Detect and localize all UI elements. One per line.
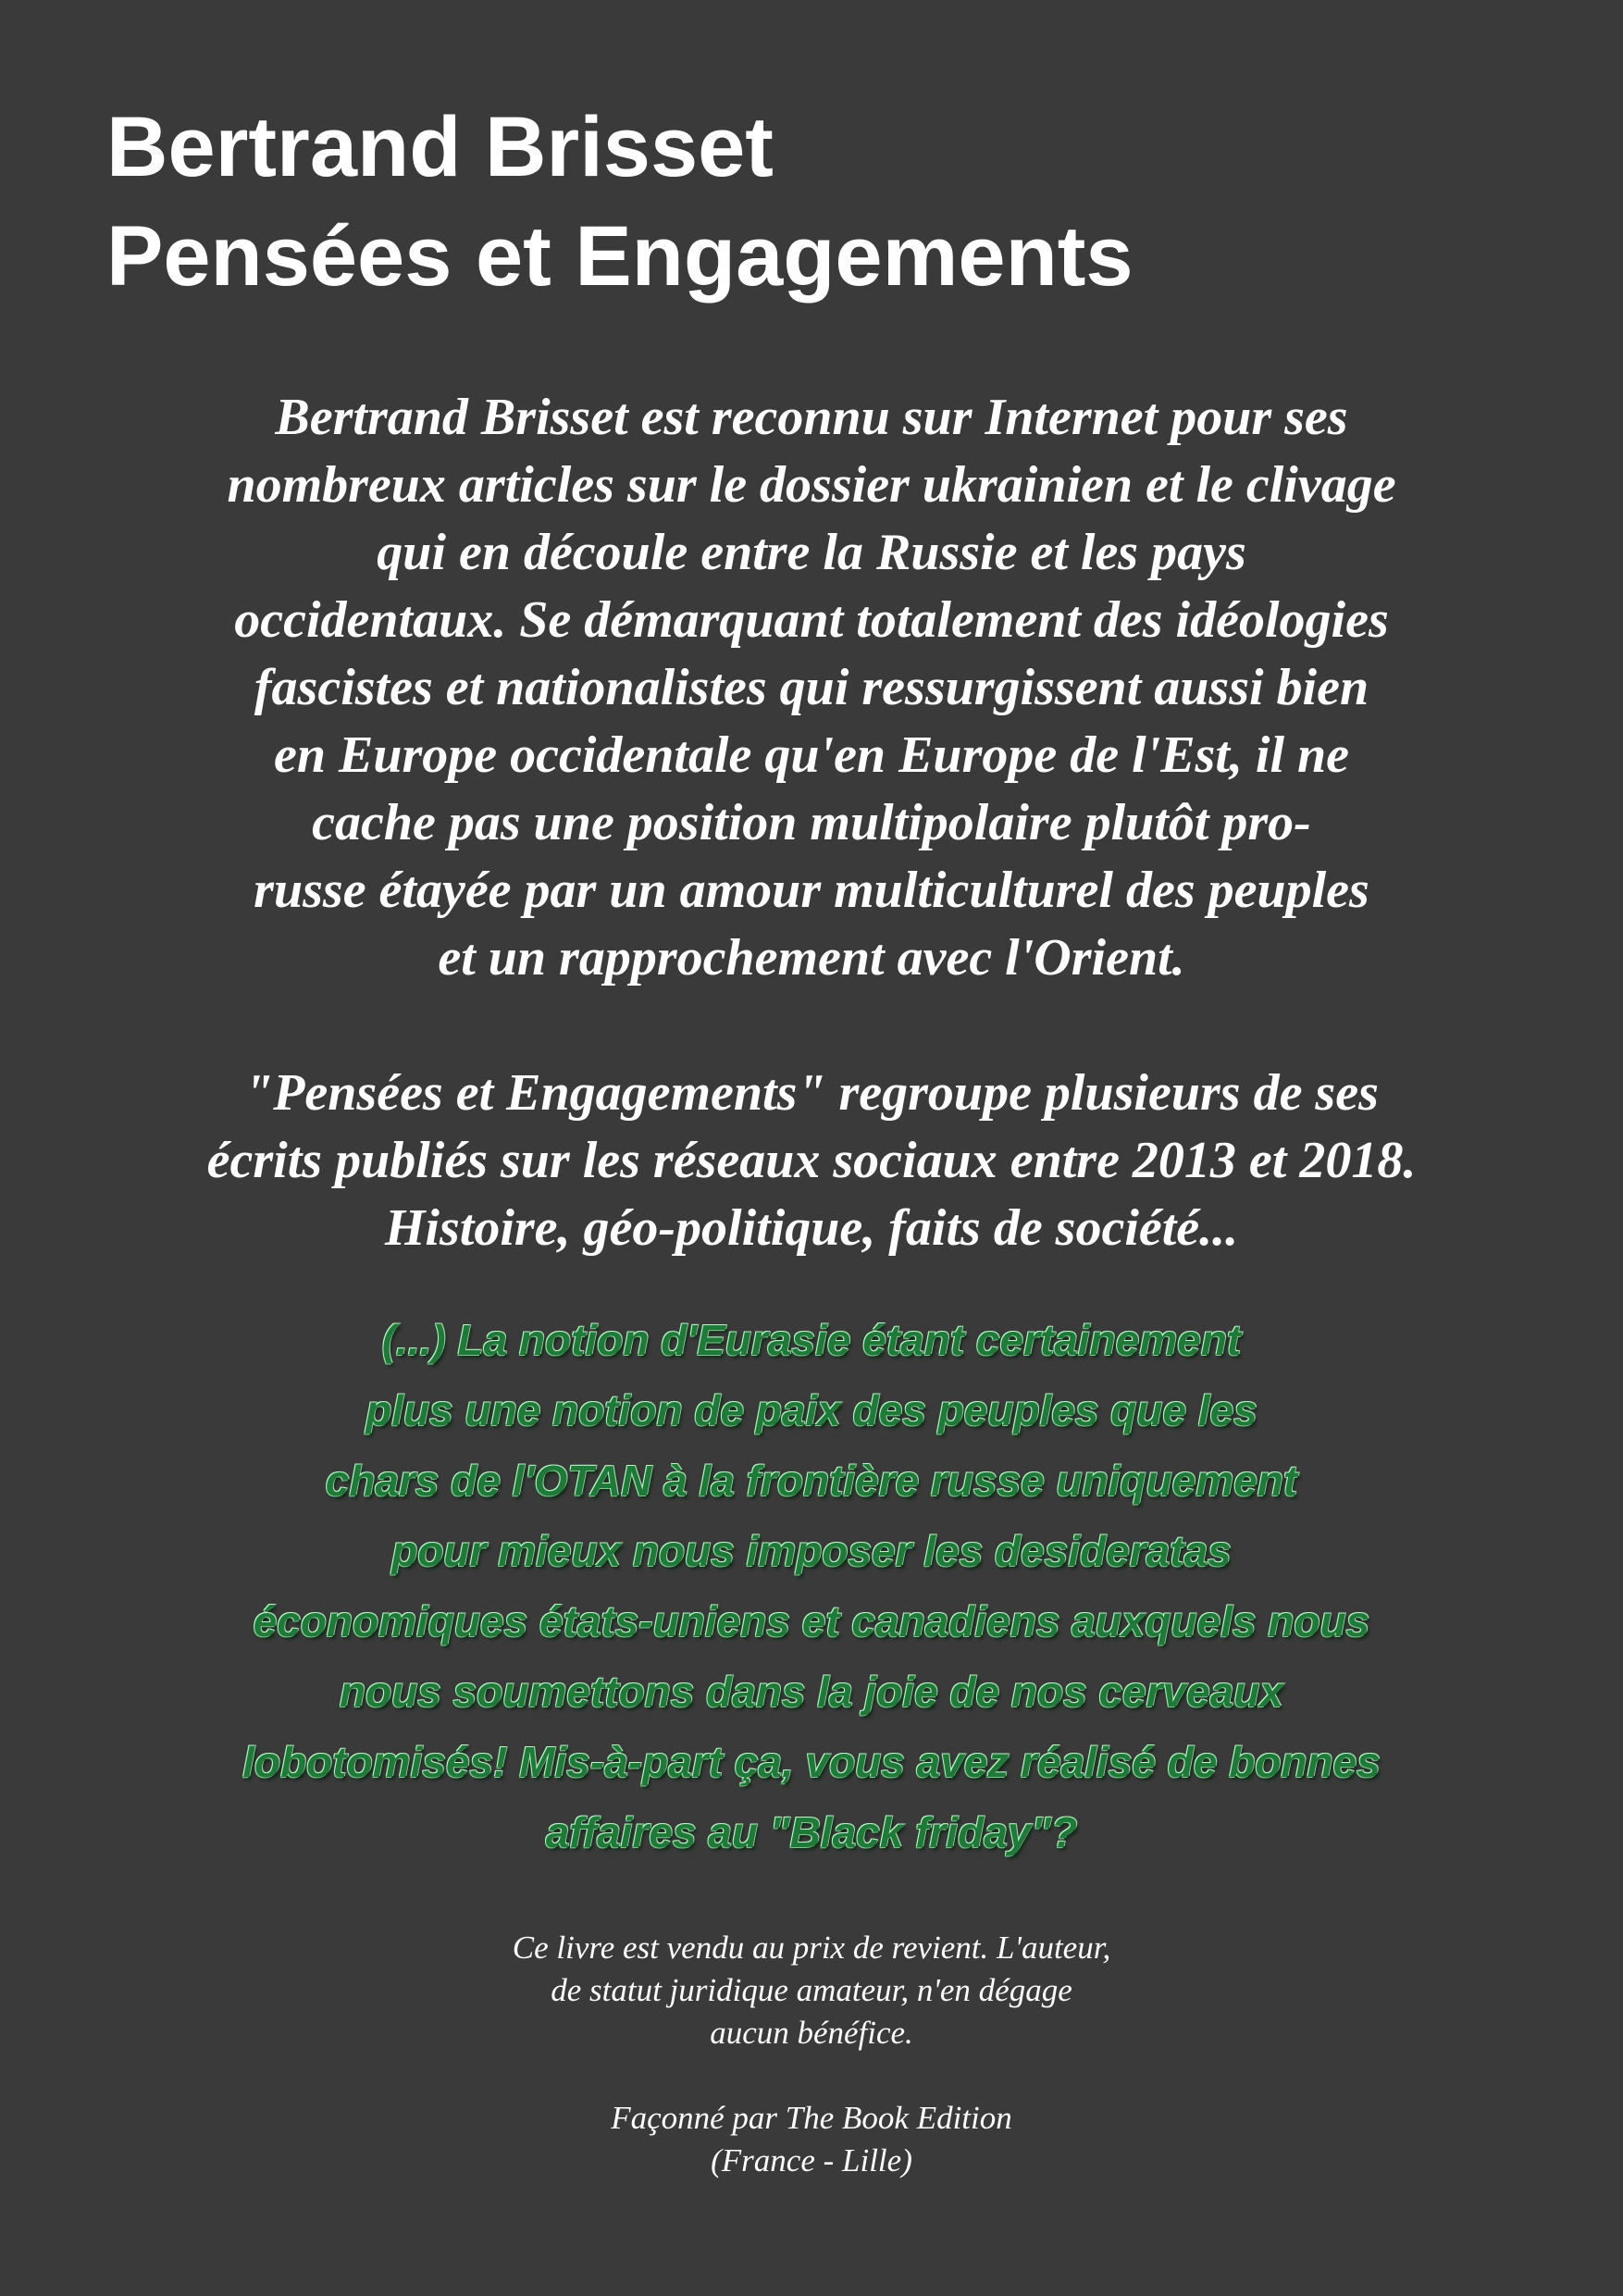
summary-line: "Pensées et Engagements" regroupe plusieurs de ses	[244, 1064, 1379, 1122]
paragraph-spacer	[278, 2054, 1345, 2097]
intro-line: et un rapprochement avec l'Orient.	[438, 929, 1185, 987]
summary-line: écrits publiés sur les réseaux sociaux entre 2013 et 2018.	[206, 1132, 1417, 1189]
printer-line: Façonné par The Book Edition	[611, 2100, 1012, 2136]
author-name: Bertrand Brisset	[106, 100, 774, 194]
book-title	[106, 93, 1550, 311]
quote-line: (...) La notion d'Eurasie étant certainement	[381, 1316, 1242, 1364]
quote-line: plus une notion de paix des peuples que les	[365, 1386, 1258, 1434]
printer-line: (France - Lille)	[711, 2142, 912, 2178]
intro-line: fascistes et nationalistes qui ressurgissent aussi bien	[254, 659, 1369, 716]
paragraph-spacer	[93, 992, 1530, 1060]
intro-line: nombreux articles sur le dossier ukrainien et le clivage	[227, 456, 1396, 514]
price-notice-line: aucun bénéfice.	[710, 2015, 913, 2051]
intro-line: qui en découle entre la Russie et les pays	[377, 524, 1246, 581]
book-excerpt-quote	[93, 1305, 1530, 1868]
intro-line: cache pas une position multipolaire plutôt pro-	[312, 794, 1311, 851]
summary-line: Histoire, géo-politique, faits de société...	[384, 1199, 1239, 1257]
quote-line: affaires au "Black friday"?	[545, 1808, 1078, 1856]
quote-line: économiques états-uniens et canadiens auxquels nous	[253, 1597, 1370, 1645]
book-title-text: Pensées et Engagements	[106, 209, 1134, 304]
quote-line: nous soumettons dans la joie de nos cerveaux	[340, 1668, 1283, 1716]
quote-line: pour mieux nous imposer les desideratas	[391, 1527, 1232, 1575]
price-notice-line: de statut juridique amateur, n'en dégage	[551, 1972, 1072, 2008]
intro-line: en Europe occidentale qu'en Europe de l'Est, il ne	[273, 726, 1350, 784]
intro-line: occidentaux. Se démarquant totalement des idéologies	[234, 591, 1389, 649]
price-notice-line: Ce livre est vendu au prix de revient. L'auteur,	[512, 1930, 1111, 1966]
quote-line: chars de l'OTAN à la frontière russe uniquement	[325, 1457, 1298, 1505]
intro-line: Bertrand Brisset est reconnu sur Internet pour ses	[275, 389, 1348, 446]
author-description	[93, 384, 1530, 1262]
quote-line: lobotomisés! Mis-à-part ça, vous avez réalisé de bonnes	[242, 1738, 1381, 1786]
publication-notice	[278, 1927, 1345, 2182]
intro-line: russe étayée par un amour multiculturel des peuples	[254, 862, 1369, 919]
